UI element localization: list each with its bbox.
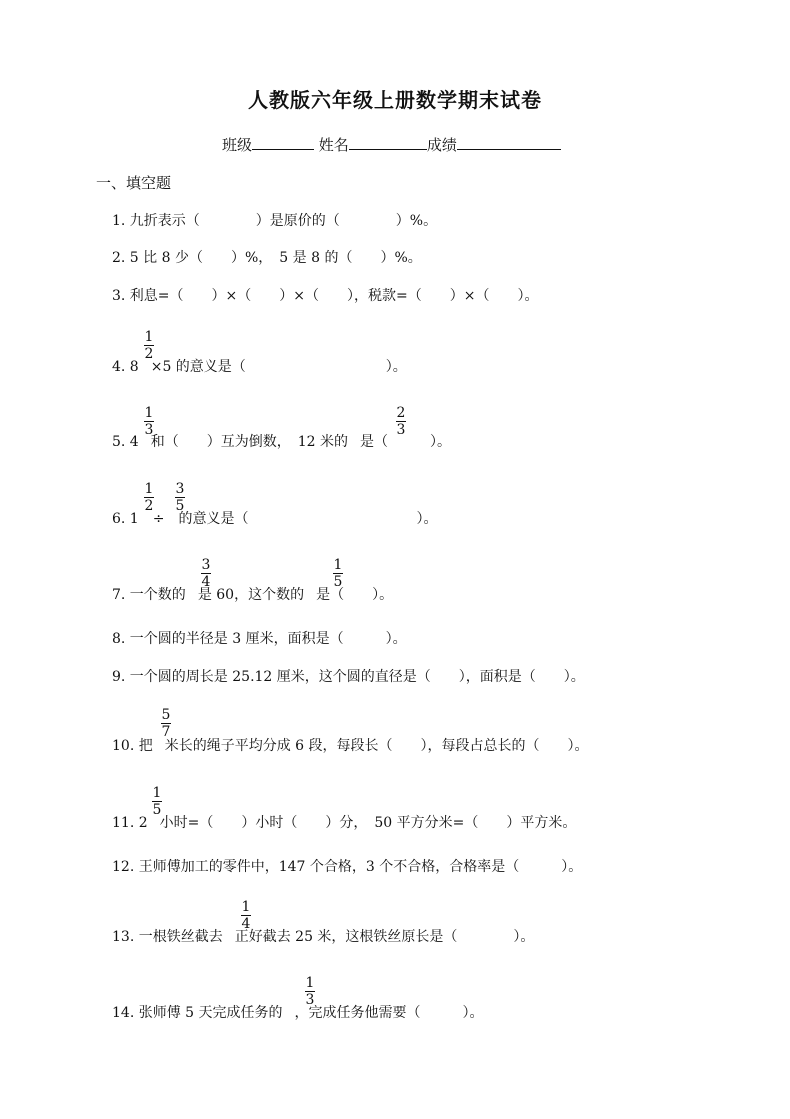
q10-fraction xyxy=(161,708,171,739)
name-blank xyxy=(349,135,427,150)
q7-mid: 是 60，这个数的 xyxy=(197,587,305,603)
question-7 xyxy=(112,584,393,604)
q11-frac-numerator: 1 xyxy=(152,785,162,801)
q11-prefix: 11. 2 xyxy=(112,815,148,831)
q10-suffix: 米长的绳子平均分成 6 段，每段长（ ），每段占总长的（ ）。 xyxy=(164,738,589,754)
section-heading: 一、填空题 xyxy=(96,174,172,192)
q11-suffix: 小时=（ ）小时（ ）分， 50 平方分米=（ ）平方米。 xyxy=(159,815,577,831)
q6-prefix: 6. 1 xyxy=(112,511,139,527)
question-6 xyxy=(112,508,437,528)
q5-prefix: 5. 4 xyxy=(112,434,139,450)
q5-frac1-denominator: 3 xyxy=(144,422,154,438)
question-11 xyxy=(112,812,576,832)
q11-fraction xyxy=(152,786,162,817)
q4-frac-numerator: 1 xyxy=(144,329,154,345)
q5-fraction-1 xyxy=(144,406,154,437)
q10-frac-denominator: 7 xyxy=(161,724,171,740)
question-8: 8. 一个圆的半径是 3 厘米，面积是（ ）。 xyxy=(112,631,407,647)
class-label: 班级 xyxy=(222,136,253,154)
q4-fraction xyxy=(144,330,154,361)
question-13 xyxy=(112,926,534,946)
q7-prefix: 7. 一个数的 xyxy=(112,587,186,603)
q7-frac2-denominator: 5 xyxy=(333,574,343,590)
question-12: 12. 王师傅加工的零件中，147 个合格，3 个不合格，合格率是（ ）。 xyxy=(112,859,583,875)
class-blank xyxy=(252,135,314,150)
q10-prefix: 10. 把 xyxy=(112,738,153,754)
q5-frac1-numerator: 1 xyxy=(144,405,154,421)
q13-suffix: 正好截去 25 米，这根铁丝原长是（ ）。 xyxy=(234,929,535,945)
student-info-line xyxy=(222,134,561,155)
q5-frac2-denominator: 3 xyxy=(396,422,406,438)
q5-frac2-numerator: 2 xyxy=(396,405,406,421)
q7-suffix: 是（ ）。 xyxy=(316,587,394,603)
q5-mid: 和（ ）互为倒数， 12 米的 xyxy=(150,434,348,450)
q6-frac1-denominator: 2 xyxy=(144,498,154,514)
q13-prefix: 13. 一根铁丝截去 xyxy=(112,929,223,945)
question-3: 3. 利息=（ ）×（ ）×（ ），税款=（ ）×（ ）。 xyxy=(112,288,539,304)
q6-frac2-numerator: 3 xyxy=(175,481,185,497)
q5-suffix: 是（ ）。 xyxy=(359,434,451,450)
page-title: 人教版六年级上册数学期末试卷 xyxy=(248,88,542,112)
q6-fraction-2 xyxy=(175,482,185,513)
q14-frac-denominator: 3 xyxy=(305,992,315,1008)
score-blank xyxy=(457,135,561,150)
q4-frac-denominator: 2 xyxy=(144,346,154,362)
question-1: 1. 九折表示（ ）是原价的（ ）%。 xyxy=(112,213,438,229)
question-4 xyxy=(112,356,407,376)
question-14 xyxy=(112,1002,484,1022)
name-label: 姓名 xyxy=(318,136,349,154)
q14-suffix: ，完成任务他需要（ ）。 xyxy=(294,1005,484,1021)
q7-frac1-denominator: 4 xyxy=(201,574,211,590)
q7-frac2-numerator: 1 xyxy=(333,557,343,573)
q6-frac1-numerator: 1 xyxy=(144,481,154,497)
q11-frac-denominator: 5 xyxy=(152,802,162,818)
q6-divide: ÷ xyxy=(152,511,165,527)
q14-frac-numerator: 1 xyxy=(305,975,315,991)
q4-suffix: ×5 的意义是（ ）。 xyxy=(150,359,407,375)
q4-prefix: 4. 8 xyxy=(112,359,139,375)
question-10 xyxy=(112,735,589,755)
q7-frac1-numerator: 3 xyxy=(201,557,211,573)
q7-fraction-2 xyxy=(333,558,343,589)
question-9: 9. 一个圆的周长是 25.12 厘米，这个圆的直径是（ ），面积是（ ）。 xyxy=(112,669,585,685)
q13-fraction xyxy=(241,900,251,931)
q13-frac-numerator: 1 xyxy=(241,899,251,915)
q10-frac-numerator: 5 xyxy=(161,707,171,723)
q14-prefix: 14. 张师傅 5 天完成任务的 xyxy=(112,1005,283,1021)
q14-fraction xyxy=(305,976,315,1007)
q13-frac-denominator: 4 xyxy=(241,916,251,932)
score-label: 成绩 xyxy=(426,136,457,154)
q6-frac2-denominator: 5 xyxy=(175,498,185,514)
q5-fraction-2 xyxy=(396,406,406,437)
q6-suffix: 的意义是（ ）。 xyxy=(178,511,438,527)
q7-fraction-1 xyxy=(201,558,211,589)
question-2: 2. 5 比 8 少（ ）%， 5 是 8 的（ ）%。 xyxy=(112,250,422,266)
q6-fraction-1 xyxy=(144,482,154,513)
